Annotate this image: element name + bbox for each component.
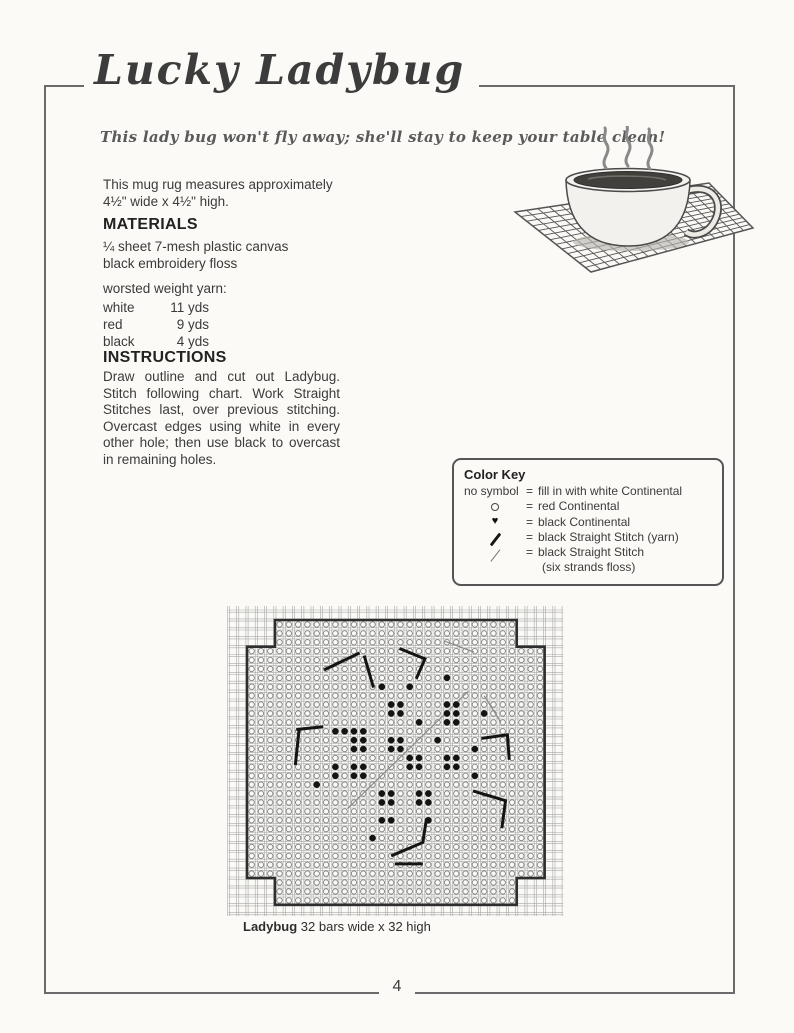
straight-stitch-floss-icon <box>464 545 526 560</box>
materials-item: black embroidery floss <box>103 256 238 271</box>
yarn-amount: 4 yds <box>176 334 209 349</box>
intro-text <box>103 176 333 210</box>
key-meaning: black Continental <box>538 515 631 529</box>
yarn-row <box>103 299 209 316</box>
yarn-amount: 9 yds <box>176 317 209 332</box>
yarn-amount: 11 yds <box>170 300 209 315</box>
color-key-title: Color Key <box>464 467 526 482</box>
yarn-row <box>103 316 209 333</box>
yarn-color: black <box>103 334 135 349</box>
intro-line-2: 4½" wide x 4½" high. <box>103 194 229 209</box>
yarn-label: worsted weight yarn: <box>103 281 227 296</box>
mug-illustration-svg <box>503 126 761 288</box>
key-meaning: red Continental <box>538 499 620 513</box>
yarn-color: white <box>103 300 135 315</box>
color-key-row <box>464 530 714 545</box>
black-continental-icon: ♥ <box>491 515 499 527</box>
tagline: This lady bug won't fly away; she'll stay to keep your table clean! <box>100 128 666 146</box>
equals-sign: = <box>526 530 534 544</box>
instructions-body: Draw outline and cut out Ladybug. Stitch following chart. Work Straight Stitches last, over previous stitching. Overcast edges using white in every other hole; then use black to overcast in remaining holes. <box>103 369 340 467</box>
chart-caption <box>243 919 431 934</box>
yarn-color: red <box>103 317 123 332</box>
materials-heading: MATERIALS <box>103 216 198 233</box>
color-key-row <box>464 499 714 515</box>
color-key <box>452 458 724 586</box>
page-title: Lucky Ladybug <box>84 48 479 93</box>
key-meaning: black Straight Stitch (six strands floss) <box>538 545 645 574</box>
instructions-heading: INSTRUCTIONS <box>103 349 227 366</box>
straight-stitch-yarn-icon <box>464 530 526 545</box>
stitch-chart-svg <box>226 606 564 916</box>
equals-sign: = <box>526 499 534 513</box>
stitch-chart <box>226 606 564 916</box>
chart-caption-name: Ladybug <box>243 919 298 934</box>
materials-item: ¼ sheet 7-mesh plastic canvas <box>103 239 289 254</box>
equals-sign: = <box>526 545 534 559</box>
color-key-row <box>464 515 714 530</box>
page-number: 4 <box>0 978 794 996</box>
key-meaning: fill in with white Continental <box>538 484 683 498</box>
mug-illustration <box>503 126 761 288</box>
equals-sign: = <box>526 484 534 498</box>
color-key-row <box>464 545 714 575</box>
color-key-row <box>464 484 714 499</box>
yarn-table <box>103 299 209 350</box>
materials-list <box>103 238 288 272</box>
yarn-row <box>103 333 209 350</box>
intro-line-1: This mug rug measures approximately <box>103 177 333 192</box>
steam-icon <box>604 126 652 169</box>
chart-caption-size: 32 bars wide x 32 high <box>297 919 431 934</box>
no-symbol-label: no symbol <box>464 484 519 498</box>
key-meaning: black Straight Stitch (yarn) <box>538 530 679 544</box>
equals-sign: = <box>526 515 534 529</box>
red-continental-icon <box>464 499 526 515</box>
